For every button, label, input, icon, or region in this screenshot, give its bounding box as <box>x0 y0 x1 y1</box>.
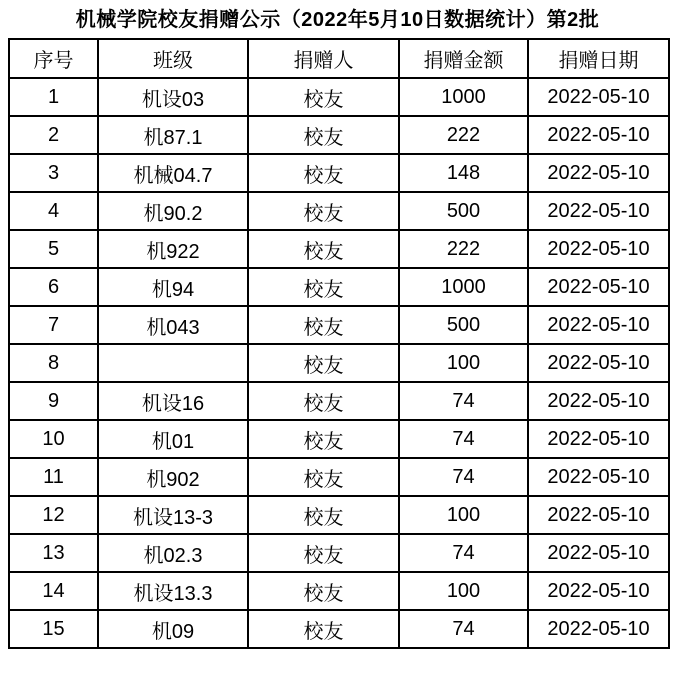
table-row <box>9 78 669 116</box>
cell-index: 12 <box>9 496 98 534</box>
cell-index: 11 <box>9 458 98 496</box>
cell-index: 3 <box>9 154 98 192</box>
cell-date: 2022-05-10 <box>528 610 669 648</box>
cell-donor: 校友 <box>248 230 399 268</box>
cell-donor: 校友 <box>248 344 399 382</box>
cell-class: 机922 <box>98 230 248 268</box>
cell-class: 机90.2 <box>98 192 248 230</box>
cell-index: 6 <box>9 268 98 306</box>
cell-donor: 校友 <box>248 458 399 496</box>
cell-date: 2022-05-10 <box>528 230 669 268</box>
cell-date: 2022-05-10 <box>528 458 669 496</box>
cell-index: 10 <box>9 420 98 458</box>
cell-class: 机设03 <box>98 78 248 116</box>
cell-donor: 校友 <box>248 192 399 230</box>
cell-index: 9 <box>9 382 98 420</box>
cell-class: 机02.3 <box>98 534 248 572</box>
cell-date: 2022-05-10 <box>528 344 669 382</box>
cell-date: 2022-05-10 <box>528 572 669 610</box>
cell-date: 2022-05-10 <box>528 534 669 572</box>
cell-index: 8 <box>9 344 98 382</box>
table-row <box>9 610 669 648</box>
cell-donor: 校友 <box>248 572 399 610</box>
cell-date: 2022-05-10 <box>528 154 669 192</box>
cell-index: 2 <box>9 116 98 154</box>
table-row <box>9 496 669 534</box>
cell-donor: 校友 <box>248 420 399 458</box>
cell-amount: 100 <box>399 572 528 610</box>
cell-class: 机043 <box>98 306 248 344</box>
table-body <box>9 78 669 648</box>
cell-date: 2022-05-10 <box>528 192 669 230</box>
cell-index: 7 <box>9 306 98 344</box>
header-donor: 捐赠人 <box>248 39 399 78</box>
cell-amount: 100 <box>399 344 528 382</box>
cell-donor: 校友 <box>248 116 399 154</box>
cell-donor: 校友 <box>248 382 399 420</box>
cell-amount: 74 <box>399 534 528 572</box>
cell-donor: 校友 <box>248 268 399 306</box>
cell-class <box>98 344 248 382</box>
cell-amount: 500 <box>399 306 528 344</box>
table-row <box>9 154 669 192</box>
cell-class: 机09 <box>98 610 248 648</box>
cell-amount: 500 <box>399 192 528 230</box>
cell-index: 14 <box>9 572 98 610</box>
cell-index: 1 <box>9 78 98 116</box>
cell-date: 2022-05-10 <box>528 496 669 534</box>
table-row <box>9 268 669 306</box>
table-row <box>9 534 669 572</box>
page-title: 机械学院校友捐赠公示（2022年5月10日数据统计）第2批 <box>75 9 600 31</box>
donation-table <box>8 38 670 649</box>
cell-donor: 校友 <box>248 610 399 648</box>
cell-amount: 74 <box>399 610 528 648</box>
table-row <box>9 116 669 154</box>
cell-index: 15 <box>9 610 98 648</box>
cell-class: 机设16 <box>98 382 248 420</box>
table-row <box>9 420 669 458</box>
cell-class: 机902 <box>98 458 248 496</box>
table-row <box>9 572 669 610</box>
header-class: 班级 <box>98 39 248 78</box>
cell-date: 2022-05-10 <box>528 306 669 344</box>
cell-amount: 100 <box>399 496 528 534</box>
cell-class: 机87.1 <box>98 116 248 154</box>
cell-date: 2022-05-10 <box>528 78 669 116</box>
cell-amount: 222 <box>399 116 528 154</box>
table-row <box>9 382 669 420</box>
cell-class: 机94 <box>98 268 248 306</box>
cell-amount: 74 <box>399 458 528 496</box>
cell-class: 机械04.7 <box>98 154 248 192</box>
table-row <box>9 306 669 344</box>
table-row <box>9 458 669 496</box>
cell-amount: 222 <box>399 230 528 268</box>
cell-donor: 校友 <box>248 306 399 344</box>
cell-date: 2022-05-10 <box>528 116 669 154</box>
table-row <box>9 192 669 230</box>
cell-date: 2022-05-10 <box>528 382 669 420</box>
cell-amount: 1000 <box>399 268 528 306</box>
cell-index: 5 <box>9 230 98 268</box>
cell-class: 机设13.3 <box>98 572 248 610</box>
cell-date: 2022-05-10 <box>528 420 669 458</box>
cell-date: 2022-05-10 <box>528 268 669 306</box>
cell-donor: 校友 <box>248 154 399 192</box>
header-date: 捐赠日期 <box>528 39 669 78</box>
header-amount: 捐赠金额 <box>399 39 528 78</box>
header-index: 序号 <box>9 39 98 78</box>
cell-amount: 1000 <box>399 78 528 116</box>
cell-class: 机01 <box>98 420 248 458</box>
cell-amount: 74 <box>399 420 528 458</box>
cell-donor: 校友 <box>248 496 399 534</box>
cell-donor: 校友 <box>248 78 399 116</box>
table-header-row <box>9 39 669 78</box>
cell-donor: 校友 <box>248 534 399 572</box>
cell-index: 4 <box>9 192 98 230</box>
cell-amount: 148 <box>399 154 528 192</box>
cell-index: 13 <box>9 534 98 572</box>
cell-amount: 74 <box>399 382 528 420</box>
table-row <box>9 344 669 382</box>
cell-class: 机设13-3 <box>98 496 248 534</box>
table-row <box>9 230 669 268</box>
